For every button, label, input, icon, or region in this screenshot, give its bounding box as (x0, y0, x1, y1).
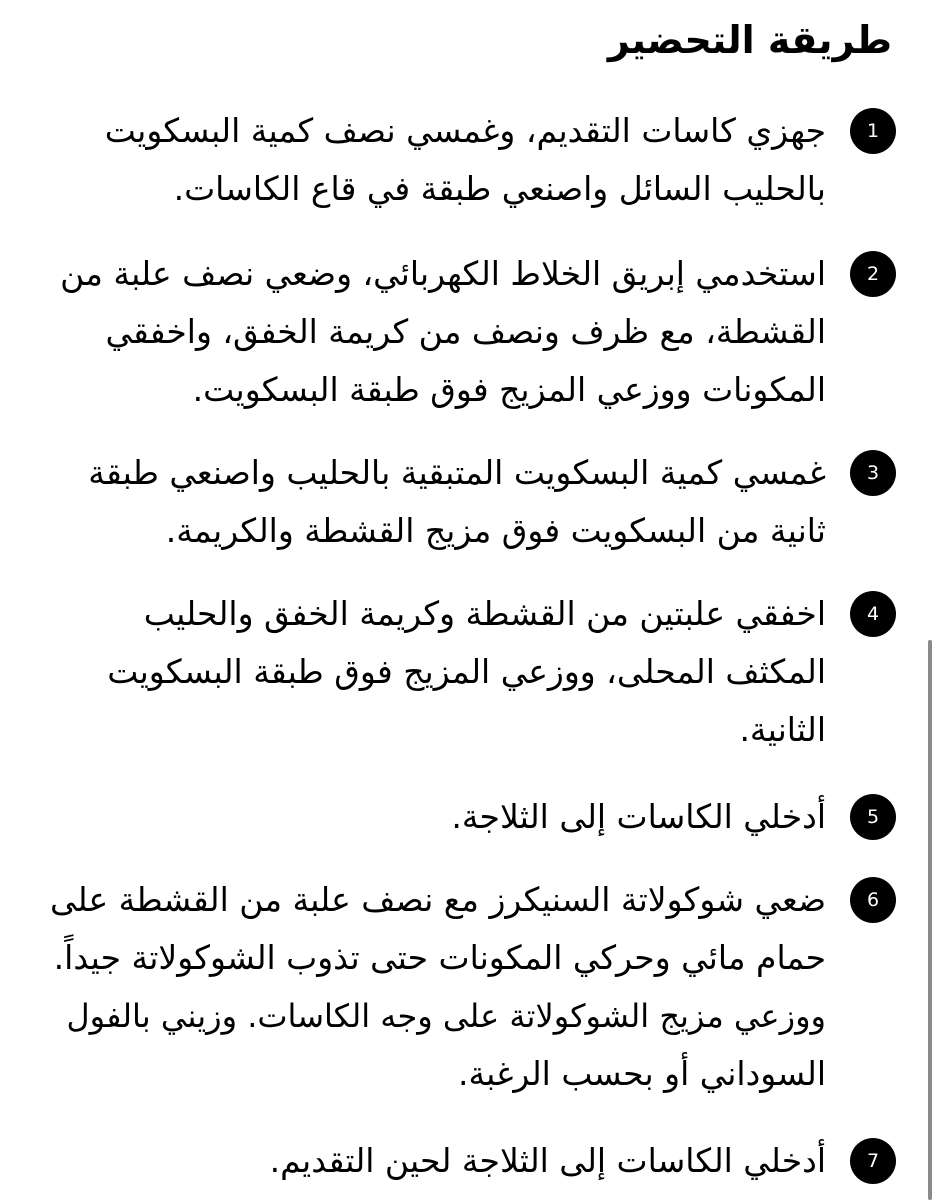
step-text (50, 871, 826, 1103)
step-text (50, 788, 826, 846)
step-line: أدخلي الكاسات إلى الثلاجة لحين التقديم. (269, 1141, 826, 1180)
step-text (50, 245, 826, 419)
step-number-badge: 5 (850, 794, 896, 840)
step-line: الثانية. (739, 710, 826, 749)
step-number-badge: 6 (850, 877, 896, 923)
step-number-badge: 4 (850, 591, 896, 637)
step-number-badge: 2 (850, 251, 896, 297)
step-line: ضعي شوكولاتة السنيكرز مع نصف علبة من القشطة على (50, 880, 826, 919)
step-line: بالحليب السائل واصنعي طبقة في قاع الكاسات. (173, 169, 826, 208)
step-line: استخدمي إبريق الخلاط الكهربائي، وضعي نصف علبة من (60, 254, 826, 293)
step-line: ووزعي مزيج الشوكولاتة على وجه الكاسات. وزيني بالفول (66, 997, 826, 1035)
step-line: جهزي كاسات التقديم، وغمسي نصف كمية البسكويت (104, 111, 826, 150)
step-text (50, 102, 826, 218)
step-line: السوداني أو بحسب الرغبة. (458, 1054, 826, 1093)
step-text (50, 1132, 826, 1190)
step-line: حمام مائي وحركي المكونات حتى تذوب الشوكولاتة جيداً. (53, 938, 826, 977)
step-number-badge: 7 (850, 1138, 896, 1184)
step-line: ثانية من البسكويت فوق مزيج القشطة والكريمة. (165, 511, 826, 550)
step-line: المكثف المحلى، ووزعي المزيج فوق طبقة البسكويت (107, 652, 826, 691)
step-text (50, 444, 826, 560)
step-number-badge: 3 (850, 450, 896, 496)
scrollbar[interactable] (928, 640, 932, 1200)
step-line: المكونات ووزعي المزيج فوق طبقة البسكويت. (192, 370, 826, 409)
step-line: أدخلي الكاسات إلى الثلاجة. (451, 797, 826, 836)
step-line: القشطة، مع ظرف ونصف من كريمة الخفق، واخفقي (105, 312, 826, 351)
step-line: غمسي كمية البسكويت المتبقية بالحليب واصنعي طبقة (88, 453, 826, 492)
step-number-badge: 1 (850, 108, 896, 154)
step-text (50, 585, 826, 759)
section-title: طريقة التحضير (607, 18, 892, 62)
step-line: اخفقي علبتين من القشطة وكريمة الخفق والحليب (143, 594, 826, 633)
